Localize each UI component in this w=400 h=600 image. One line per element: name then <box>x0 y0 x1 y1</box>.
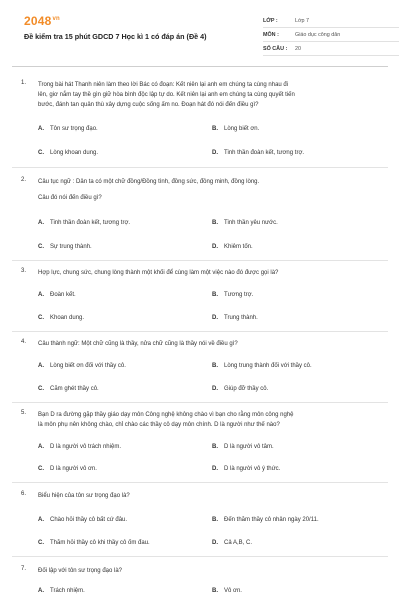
option-text: Khiêm tốn. <box>224 244 253 250</box>
option-text: Lòng khoan dung. <box>50 150 99 156</box>
option-letter: C. <box>38 540 44 546</box>
option-text: Lòng biết ơn. <box>224 126 260 132</box>
q6-option-a[interactable] <box>38 517 127 523</box>
q3-option-d[interactable] <box>212 315 258 321</box>
option-letter: B. <box>212 126 218 132</box>
q2-option-b[interactable] <box>212 220 278 226</box>
meta-value: 20 <box>295 45 301 52</box>
question-number: 7. <box>21 566 27 572</box>
meta-value: Lớp 7 <box>295 17 310 24</box>
option-letter: A. <box>38 126 44 132</box>
q7-option-a[interactable] <box>38 588 85 594</box>
option-letter: A. <box>38 363 44 369</box>
q5-option-c[interactable] <box>38 466 97 472</box>
option-letter: C. <box>38 150 44 156</box>
option-text: D là người vô ý thức. <box>224 466 281 472</box>
question-text <box>38 339 382 349</box>
q2-option-c[interactable] <box>38 244 92 250</box>
question-text <box>38 566 382 576</box>
q3-option-c[interactable] <box>38 315 84 321</box>
question-line: Trong bài hát Thanh niên làm theo lời Bác có đoạn: Kết niên lại anh em chúng ta cùng nhau đi <box>38 82 289 88</box>
option-text: Lòng biết ơn đối với thầy cô. <box>50 363 126 369</box>
question-text <box>38 491 382 501</box>
question-separator <box>12 402 388 403</box>
option-text: Đến thăm thầy cô nhân ngày 20/11. <box>224 517 319 523</box>
q2-option-d[interactable] <box>212 244 253 250</box>
question-line: Bạn D ra đường gặp thầy giáo dạy môn Công nghệ không chào vì bạn cho rằng môn công nghệ <box>38 412 294 418</box>
q1-option-d[interactable] <box>212 150 304 156</box>
q1-option-c[interactable] <box>38 150 98 156</box>
question-separator <box>12 167 388 168</box>
question-text <box>38 177 382 203</box>
question-number: 4. <box>21 339 27 345</box>
option-letter: B. <box>212 444 218 450</box>
option-text: Trung thành. <box>224 315 258 321</box>
option-letter: D. <box>212 150 218 156</box>
q7-option-b[interactable] <box>212 588 242 594</box>
meta-value: Giáo dục công dân <box>295 31 341 38</box>
option-letter: D. <box>212 540 218 546</box>
q6-option-d[interactable] <box>212 540 252 546</box>
option-text: Sự trung thành. <box>50 244 92 250</box>
option-letter: A. <box>38 444 44 450</box>
option-text: Đoàn kết. <box>50 292 76 298</box>
question-line: là môn phụ nên không chào, chỉ chào các thầy cô dạy môn chính. D là người như thế nào? <box>38 422 280 428</box>
header-divider <box>12 66 388 67</box>
question-line: Câu tục ngữ : Dân ta có một chữ đồng/Đồng tình, đồng sức, đồng minh, đồng lòng. <box>38 179 260 185</box>
option-letter: B. <box>212 363 218 369</box>
question-number: 2. <box>21 177 27 183</box>
meta-row-subject <box>263 28 399 42</box>
question-number: 3. <box>21 268 27 274</box>
option-letter: A. <box>38 588 44 594</box>
question-line: lên, giơ nắm tay thề gìn giữ hòa bình độc lập tự do. Kết niên lại anh em chúng ta cùng quyết tiến <box>38 92 295 98</box>
exam-meta <box>263 14 399 56</box>
q3-option-a[interactable] <box>38 292 76 298</box>
question-line: Hợp lực, chung sức, chung lòng thành một khối để cùng làm một việc nào đó được gọi là? <box>38 270 279 276</box>
option-text: D là người vô trách nhiệm. <box>50 444 121 450</box>
q4-option-d[interactable] <box>212 386 268 392</box>
option-letter: D. <box>212 466 218 472</box>
question-number: 6. <box>21 491 27 497</box>
option-letter: A. <box>38 517 44 523</box>
q1-option-a[interactable] <box>38 126 98 132</box>
q4-option-c[interactable] <box>38 386 99 392</box>
option-letter: B. <box>212 588 218 594</box>
option-letter: C. <box>38 315 44 321</box>
question-text <box>38 410 382 430</box>
option-letter: D. <box>212 244 218 250</box>
question-line: bước, đánh tan quân thù xây dựng cuộc sống ấm no. Đoạn hát đó nói đến điều gì? <box>38 102 259 108</box>
option-letter: A. <box>38 220 44 226</box>
option-text: Trách nhiệm. <box>50 588 85 594</box>
meta-row-class <box>263 14 399 28</box>
brand-name: 2048 <box>24 14 52 28</box>
option-text: Lòng trung thành đối với thầy cô. <box>224 363 312 369</box>
option-text: Cả A,B, C. <box>224 540 253 546</box>
option-letter: B. <box>212 517 218 523</box>
option-text: Khoan dung. <box>50 315 85 321</box>
meta-key: MÔN : <box>263 31 279 38</box>
option-text: Vô ơn. <box>224 588 242 594</box>
question-line: Câu đó nói đến điều gì? <box>38 195 102 201</box>
option-text: Tương trợ. <box>224 292 254 298</box>
q5-option-b[interactable] <box>212 444 274 450</box>
brand-logo[interactable] <box>24 14 60 28</box>
q5-option-a[interactable] <box>38 444 121 450</box>
option-letter: C. <box>38 386 44 392</box>
option-letter: D. <box>212 386 218 392</box>
q1-option-b[interactable] <box>212 126 259 132</box>
question-text <box>38 80 382 110</box>
q4-option-b[interactable] <box>212 363 312 369</box>
question-line: Biểu hiện của tôn sư trọng đạo là? <box>38 493 130 499</box>
q6-option-b[interactable] <box>212 517 319 523</box>
q4-option-a[interactable] <box>38 363 126 369</box>
option-letter: C. <box>38 466 44 472</box>
q6-option-c[interactable] <box>38 540 150 546</box>
question-text <box>38 268 382 278</box>
option-letter: C. <box>38 244 44 250</box>
question-line: Câu thành ngữ: Một chữ cũng là thầy, nửa chữ cũng là thầy nói về điều gì? <box>38 341 238 347</box>
question-separator <box>12 482 388 483</box>
option-letter: D. <box>212 315 218 321</box>
option-text: Căm ghét thầy cô. <box>50 386 99 392</box>
option-text: Tinh thần yêu nước. <box>224 220 278 226</box>
question-separator <box>12 331 388 332</box>
option-text: Chào hỏi thầy cô bất cứ đâu. <box>50 517 128 523</box>
option-letter: A. <box>38 292 44 298</box>
option-text: Thăm hỏi thầy cô khi thầy cô ốm đau. <box>50 540 150 546</box>
option-text: Tinh thần đoàn kết, tương trợ. <box>224 150 305 156</box>
meta-key: LỚP : <box>263 17 278 24</box>
question-separator <box>12 260 388 261</box>
option-text: Giúp đỡ thầy cô. <box>224 386 269 392</box>
question-line: Đối lập với tôn sư trọng đạo là? <box>38 568 122 574</box>
meta-row-count <box>263 42 399 56</box>
page-title: Đề kiểm tra 15 phút GDCD 7 Học kì 1 có đáp án (Đề 4) <box>24 32 207 41</box>
option-text: Tinh thần đoàn kết, tương trợ. <box>50 220 131 226</box>
option-text: D là người vô tâm. <box>224 444 274 450</box>
question-separator <box>12 556 388 557</box>
option-text: D là người vô ơn. <box>50 466 97 472</box>
q2-option-a[interactable] <box>38 220 130 226</box>
q3-option-b[interactable] <box>212 292 253 298</box>
header <box>12 0 388 66</box>
brand-suffix: vn <box>52 16 60 22</box>
question-number: 5. <box>21 410 27 416</box>
q5-option-d[interactable] <box>212 466 280 472</box>
question-number: 1. <box>21 80 27 86</box>
option-letter: B. <box>212 292 218 298</box>
option-letter: B. <box>212 220 218 226</box>
meta-key: SỐ CÂU : <box>263 45 288 52</box>
option-text: Tôn sư trọng đạo. <box>50 126 98 132</box>
